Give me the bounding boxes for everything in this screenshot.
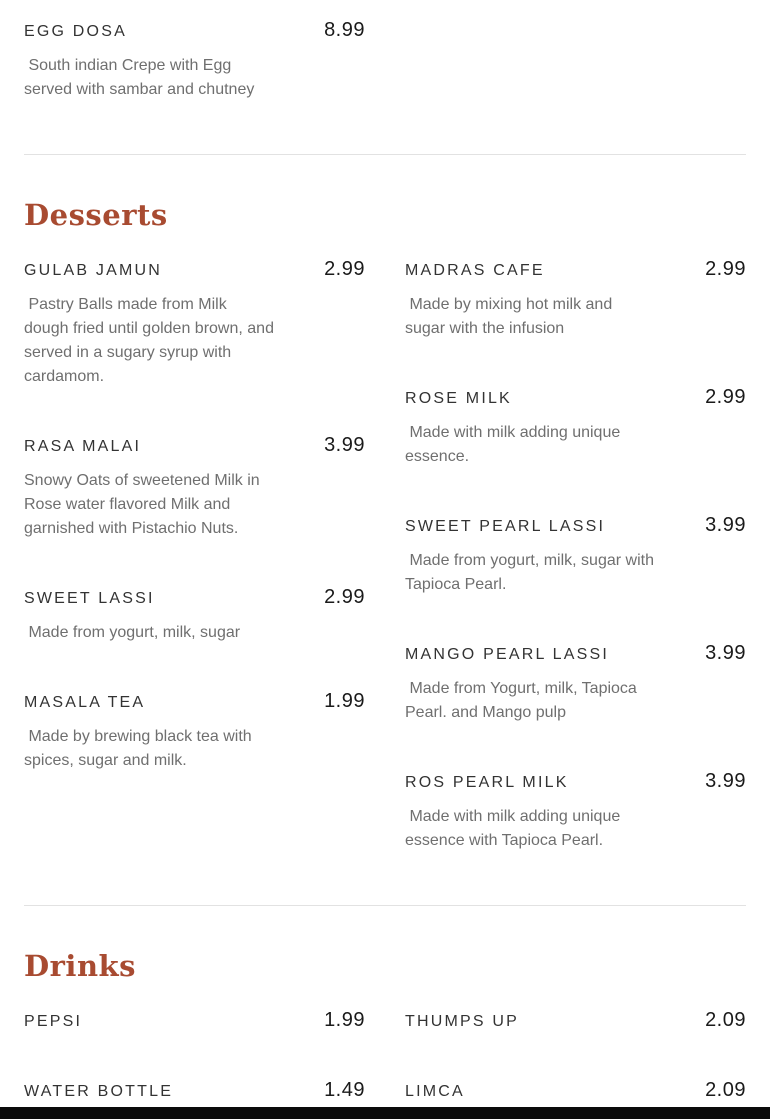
item-row xyxy=(405,1078,746,1104)
item-price: 2.99 xyxy=(705,386,746,408)
item-row xyxy=(24,585,365,611)
item-price: 3.99 xyxy=(324,434,365,456)
item-name: LIMCA xyxy=(405,1083,465,1100)
item-name: THUMPS UP xyxy=(405,1013,520,1030)
item-price: 3.99 xyxy=(705,770,746,792)
item-description: Made from yogurt, milk, sugar with Tapioca Pearl. xyxy=(405,552,659,593)
item-description: South indian Crepe with Egg served with sambar and chutney xyxy=(24,57,255,98)
item-row xyxy=(24,1078,365,1104)
menu-section-desserts xyxy=(24,154,746,897)
menu-item xyxy=(24,18,365,102)
item-description: Made by mixing hot milk and sugar with the infusion xyxy=(405,296,617,337)
item-price: 3.99 xyxy=(705,514,746,536)
right-column xyxy=(405,257,746,897)
menu-item xyxy=(24,585,365,645)
menu-sections xyxy=(24,18,746,1119)
section-columns xyxy=(24,1008,746,1119)
item-name: WATER BOTTLE xyxy=(24,1083,174,1100)
item-row xyxy=(405,769,746,795)
menu-item xyxy=(24,1008,365,1034)
item-name: ROS PEARL MILK xyxy=(405,774,569,791)
item-name: MANGO PEARL LASSI xyxy=(405,646,609,663)
item-name: SWEET LASSI xyxy=(24,590,155,607)
menu-item xyxy=(405,1008,746,1034)
section-heading: Drinks xyxy=(24,949,136,983)
item-name: RASA MALAI xyxy=(24,438,142,455)
item-price: 2.09 xyxy=(705,1009,746,1031)
item-price: 1.99 xyxy=(324,690,365,712)
item-description: Made by brewing black tea with spices, sugar and milk. xyxy=(24,728,257,769)
item-name: PEPSI xyxy=(24,1013,83,1030)
item-name: ROSE MILK xyxy=(405,390,512,407)
item-row xyxy=(405,385,746,411)
menu-item xyxy=(405,641,746,725)
item-row xyxy=(405,641,746,667)
section-columns xyxy=(24,18,746,146)
item-name: MADRAS CAFE xyxy=(405,262,545,279)
item-description: Made from yogurt, milk, sugar xyxy=(24,624,241,641)
item-row xyxy=(24,257,365,283)
menu-item xyxy=(24,689,365,773)
item-price: 1.49 xyxy=(324,1079,365,1101)
left-column xyxy=(24,18,365,146)
item-row xyxy=(24,433,365,459)
item-price: 8.99 xyxy=(324,19,365,41)
item-description: Made with milk adding unique essence. xyxy=(405,424,625,465)
item-row xyxy=(405,513,746,539)
menu-item xyxy=(24,1078,365,1104)
section-heading: Desserts xyxy=(24,198,168,232)
item-description: Snowy Oats of sweetened Milk in Rose water flavored Milk and garnished with Pistachio Nuts. xyxy=(24,472,265,537)
menu-item xyxy=(405,257,746,341)
section-columns xyxy=(24,257,746,897)
menu-page xyxy=(0,18,770,1119)
item-name: EGG DOSA xyxy=(24,23,127,40)
item-price: 2.99 xyxy=(705,258,746,280)
menu-section-drinks xyxy=(24,905,746,1119)
item-description: Made from Yogurt, milk, Tapioca Pearl. and Mango pulp xyxy=(405,680,642,721)
right-column xyxy=(405,1008,746,1119)
item-name: GULAB JAMUN xyxy=(24,262,162,279)
item-row xyxy=(405,257,746,283)
item-description: Made with milk adding unique essence with Tapioca Pearl. xyxy=(405,808,625,849)
footer-bar xyxy=(0,1107,770,1119)
item-row xyxy=(24,18,365,44)
item-row xyxy=(24,1008,365,1034)
menu-item xyxy=(24,433,365,541)
menu-section-partial xyxy=(24,18,746,146)
item-name: SWEET PEARL LASSI xyxy=(405,518,606,535)
menu-item xyxy=(24,257,365,389)
left-column xyxy=(24,257,365,897)
item-price: 1.99 xyxy=(324,1009,365,1031)
menu-item xyxy=(405,385,746,469)
section-divider xyxy=(24,905,746,906)
menu-item xyxy=(405,769,746,853)
menu-item xyxy=(405,1078,746,1104)
right-column xyxy=(405,18,746,146)
menu-item xyxy=(405,513,746,597)
section-divider xyxy=(24,154,746,155)
item-row xyxy=(405,1008,746,1034)
item-price: 2.09 xyxy=(705,1079,746,1101)
left-column xyxy=(24,1008,365,1119)
item-row xyxy=(24,689,365,715)
item-price: 2.99 xyxy=(324,586,365,608)
item-name: MASALA TEA xyxy=(24,694,146,711)
item-price: 3.99 xyxy=(705,642,746,664)
item-description: Pastry Balls made from Milk dough fried until golden brown, and served in a sugary syrup with cardamom. xyxy=(24,296,279,385)
item-price: 2.99 xyxy=(324,258,365,280)
